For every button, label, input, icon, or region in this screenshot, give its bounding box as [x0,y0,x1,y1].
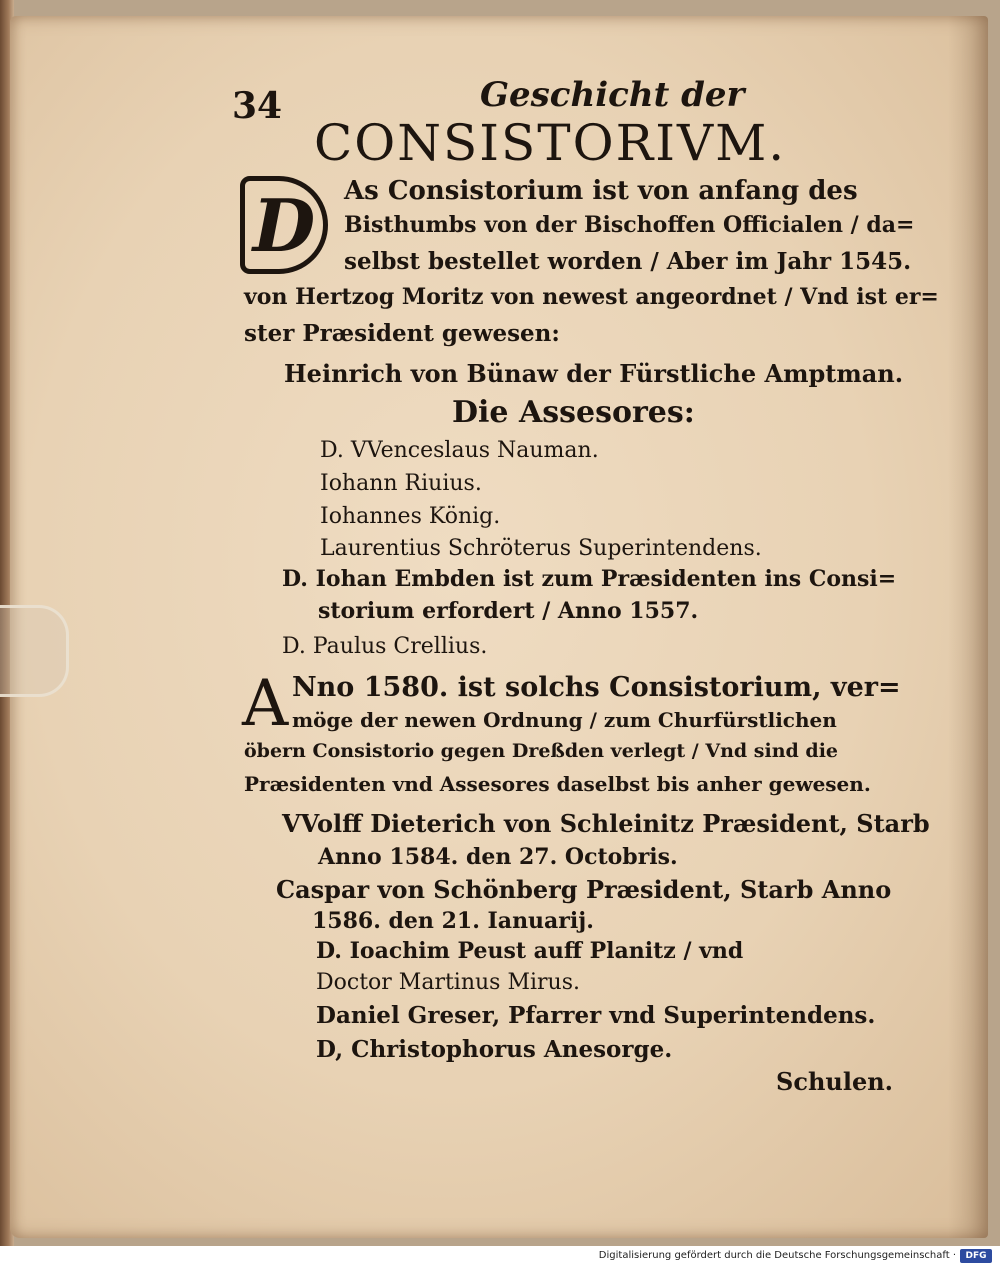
text-line: ster Præsident gewesen: [244,320,560,347]
first-president: Heinrich von Bünaw der Fürstliche Amptman. [284,359,904,388]
text-line: As Consistorium ist von anfang des [344,176,858,206]
drop-cap-d: D [240,176,328,274]
dfg-logo: DFG [960,1249,992,1263]
page-number: 34 [232,85,283,127]
text-line: möge der newen Ordnung / zum Churfürstlichen [292,708,837,732]
catchword: Schulen. [776,1067,894,1096]
running-head: Geschicht der [480,75,745,115]
assessor-item: Iohannes König. [320,504,501,529]
page-title: CONSISTORIVM. [314,114,787,172]
assessors-heading: Die Assesores: [452,395,695,430]
crellius-line: D. Paulus Crellius. [282,634,488,659]
page-clip-tab [0,605,69,697]
entry-line: D, Christophorus Anesorge. [316,1036,673,1063]
embden-line: D. Iohan Embden ist zum Præsidenten ins Consi= [282,566,897,592]
text-line: von Hertzog Moritz von newest angeordnet / Vnd ist er= [244,284,939,310]
assessor-item: Laurentius Schröterus Superintendens. [320,536,762,561]
text-line: öbern Consistorio gegen Dreßden verlegt / Vnd sind die [244,740,839,762]
entry-line: Daniel Greser, Pfarrer vnd Superintendens. [316,1002,876,1029]
text-line: Nno 1580. ist solchs Consistorium, ver= [292,672,901,703]
footer-bar [0,1246,1000,1266]
entry-line: Caspar von Schönberg Præsident, Starb Anno [276,875,892,904]
entry-line: VVolff Dieterich von Schleinitz Præsident, Starb [282,809,930,838]
text-line: Bisthumbs von der Bischoffen Officialen / da= [344,212,915,238]
text-line: Præsidenten vnd Assesores daselbst bis anher gewesen. [244,772,871,796]
funding-credit: Digitalisierung gefördert durch die Deutsche Forschungsgemeinschaft · [598,1250,956,1261]
drop-cap-a: A [242,667,289,741]
embden-line: storium erfordert / Anno 1557. [318,598,699,624]
assessor-item: D. VVenceslaus Nauman. [320,438,599,463]
entry-line: Doctor Martinus Mirus. [316,970,580,995]
entry-line: 1586. den 21. Ianuarij. [312,908,594,934]
entry-line: D. Ioachim Peust auff Planitz / vnd [316,938,744,964]
page-edge-shadow [948,16,988,1238]
assessor-item: Iohann Riuius. [320,471,482,496]
entry-line: Anno 1584. den 27. Octobris. [318,844,678,870]
text-line: selbst bestellet worden / Aber im Jahr 1545. [344,248,912,275]
